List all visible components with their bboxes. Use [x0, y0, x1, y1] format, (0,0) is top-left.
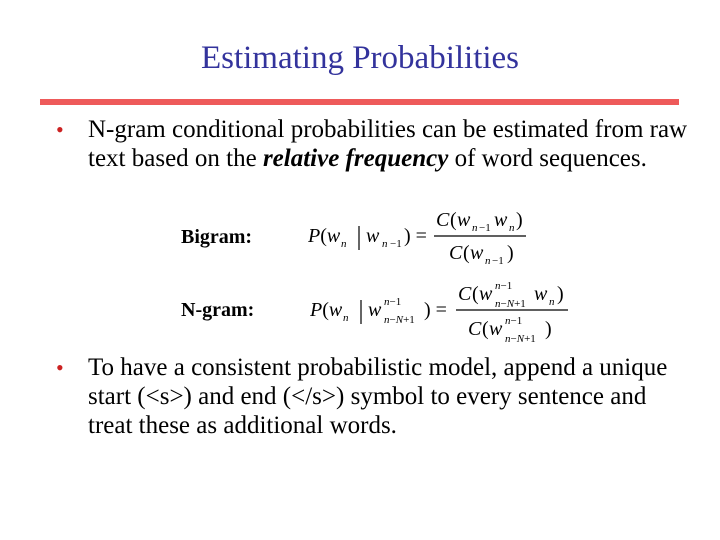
- ngram-formula: [310, 276, 580, 346]
- svg-text:): ): [507, 242, 514, 264]
- svg-text:n: n: [509, 222, 515, 234]
- bullet-1-text-before: N-gram conditional probabilities can be estimated from raw text based on the: [88, 116, 688, 172]
- svg-text:): ): [516, 209, 523, 231]
- svg-text:n: n: [341, 238, 347, 250]
- bullet-marker: •: [56, 117, 64, 142]
- svg-text:P(w: P(w: [310, 299, 343, 321]
- svg-text:n: n: [485, 255, 491, 267]
- svg-text:): ): [545, 318, 552, 340]
- bullet-2-text: To have a consistent probabilistic model, append a unique start (<s>) and end (</s>) symbol to every sentence and treat these as additional words.: [88, 354, 668, 439]
- svg-text:w: w: [457, 209, 471, 231]
- svg-text:n−N+1: n−N+1: [505, 333, 536, 345]
- svg-text:w: w: [366, 225, 380, 247]
- svg-text:w: w: [368, 299, 382, 321]
- svg-text:w: w: [479, 283, 493, 305]
- svg-text:C: C: [436, 209, 450, 231]
- svg-text:−1: −1: [492, 255, 504, 267]
- svg-text:(: (: [463, 242, 470, 264]
- svg-text:−1: −1: [479, 222, 491, 234]
- svg-text:C: C: [449, 242, 463, 264]
- bullet-marker: •: [56, 355, 64, 380]
- svg-text:n: n: [343, 312, 349, 324]
- bullet-2: [56, 353, 688, 440]
- ngram-label: N-gram:: [181, 299, 255, 321]
- slide-title: Estimating Probabilities: [200, 40, 520, 76]
- svg-text:n−1: n−1: [384, 296, 402, 308]
- svg-text:w: w: [489, 318, 503, 340]
- svg-text:n: n: [549, 296, 555, 308]
- svg-text:P(w: P(w: [308, 225, 341, 247]
- svg-text:C: C: [468, 318, 482, 340]
- svg-text:w: w: [534, 283, 548, 305]
- svg-text:w: w: [494, 209, 508, 231]
- svg-text:): ): [557, 283, 564, 305]
- bullet-1-emphasis: relative frequency: [262, 145, 449, 172]
- bigram-formula: [308, 204, 548, 268]
- svg-text:n−N+1: n−N+1: [495, 298, 526, 310]
- svg-text:(: (: [450, 209, 457, 231]
- svg-text:n−1: n−1: [505, 315, 523, 327]
- svg-text:n−N+1: n−N+1: [384, 314, 415, 326]
- svg-text:) =: ) =: [404, 225, 427, 247]
- title-divider: [40, 99, 679, 105]
- bullet-1-text-after: of word sequences.: [448, 145, 647, 172]
- svg-text:w: w: [470, 242, 484, 264]
- svg-text:n: n: [472, 222, 478, 234]
- svg-text:C: C: [458, 283, 472, 305]
- svg-text:n−1: n−1: [495, 280, 513, 292]
- svg-text:) =: ) =: [424, 299, 447, 321]
- svg-text:n: n: [382, 238, 388, 250]
- svg-text:−1: −1: [390, 238, 402, 250]
- svg-text:(: (: [472, 283, 479, 305]
- bigram-label: Bigram:: [181, 226, 253, 248]
- svg-text:(: (: [482, 318, 489, 340]
- bullet-1: [56, 115, 688, 173]
